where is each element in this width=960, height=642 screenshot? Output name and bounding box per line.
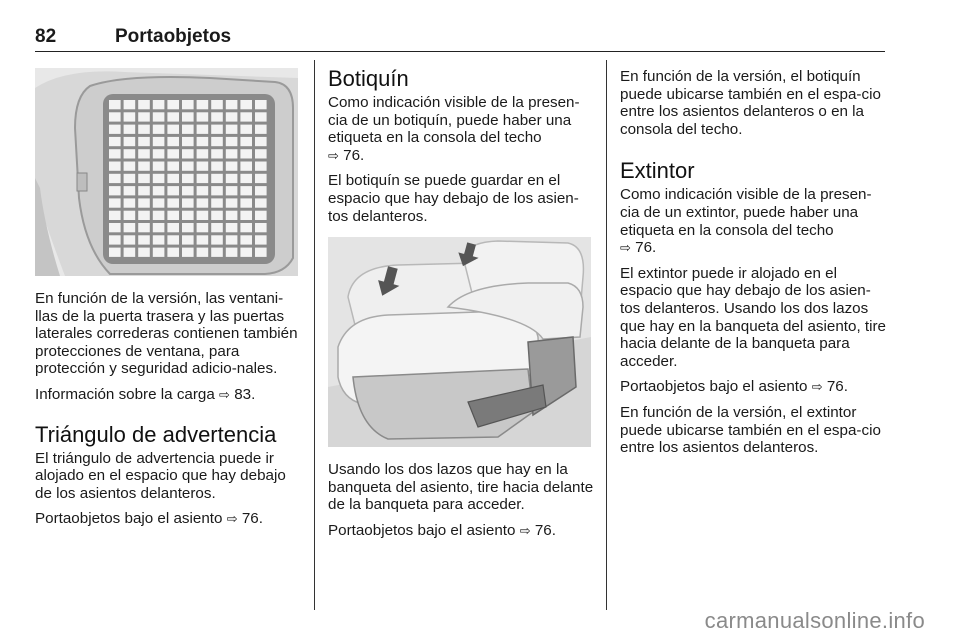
- left-p2-ref-number: 83.: [234, 385, 256, 403]
- grille-cell: [182, 162, 194, 171]
- grille-cell: [167, 248, 179, 257]
- left-paragraph-1: En función de la versión, las ventani-llas de la puerta trasera y las puertas laterales correderas contienen también protecciones de ventana, para protección y seguridad adicio-nales.: [35, 290, 298, 378]
- grille-cell: [226, 162, 238, 171]
- left-p4-ref[interactable]: [227, 510, 263, 527]
- grille-cell: [124, 235, 136, 244]
- grille-cell: [211, 112, 223, 121]
- grille-cell: [153, 174, 165, 183]
- grille-cell: [197, 137, 209, 146]
- grille-cell: [182, 137, 194, 146]
- grille-cell: [167, 186, 179, 195]
- grille-cell: [153, 149, 165, 158]
- grille-cell: [240, 248, 252, 257]
- grille-cell: [197, 125, 209, 134]
- right-paragraph-3: El extintor puede ir alojado en el espacio que hay debajo de los asien-tos delanteros. Usando los dos lazos que hay en la banqueta del asiento, tire hacia delante de la banqueta para acceder.: [620, 264, 886, 370]
- grille-cell: [138, 100, 150, 109]
- grille-cell: [109, 235, 121, 244]
- grille-cell: [226, 149, 238, 158]
- grille-cell: [255, 149, 267, 158]
- reference-arrow-icon: ⇨: [328, 147, 339, 163]
- grille-cell: [211, 223, 223, 232]
- grille-cell: [240, 235, 252, 244]
- grille-cell: [124, 198, 136, 207]
- grille-cell: [109, 223, 121, 232]
- page-header: [35, 26, 885, 52]
- right-paragraph-2: [620, 186, 890, 256]
- grille-cell: [255, 125, 267, 134]
- left-p2-text: Información sobre la carga: [35, 385, 215, 403]
- grille-cell: [167, 198, 179, 207]
- seat-storage-illustration: [328, 237, 591, 447]
- grille-cell: [240, 211, 252, 220]
- grille-cell: [167, 112, 179, 121]
- grille-cell: [197, 235, 209, 244]
- left-p2-ref[interactable]: [219, 386, 255, 403]
- grille-cell: [138, 186, 150, 195]
- grille-cell: [255, 223, 267, 232]
- grille-cell: [226, 112, 238, 121]
- grille-cell: [240, 174, 252, 183]
- grille-cell: [255, 162, 267, 171]
- grille-cell: [240, 162, 252, 171]
- grille-cell: [182, 174, 194, 183]
- grille-cell: [124, 149, 136, 158]
- left-paragraph-2: [35, 386, 303, 404]
- grille-cell: [226, 174, 238, 183]
- grille-cell: [255, 137, 267, 146]
- grille-cell: [109, 174, 121, 183]
- grille-cell: [255, 211, 267, 220]
- grille-cell: [138, 137, 150, 146]
- grille-cell: [109, 125, 121, 134]
- grille-cell: [138, 235, 150, 244]
- grille-cell: [211, 137, 223, 146]
- grille-cell: [211, 211, 223, 220]
- middle-paragraph-4: [328, 522, 596, 540]
- left-paragraph-3: El triángulo de advertencia puede ir alojado en el espacio que hay debajo de los asientos delanteros.: [35, 449, 286, 502]
- grille-cell: [182, 198, 194, 207]
- grille-cell: [124, 211, 136, 220]
- grille-cell: [255, 248, 267, 257]
- middle-paragraph-2: El botiquín se puede guardar en el espacio que hay debajo de los asien-tos delanteros.: [328, 172, 579, 225]
- grille-cell: [138, 149, 150, 158]
- grille-cell: [167, 100, 179, 109]
- grille-cell: [182, 235, 194, 244]
- right-p4-ref-number: 76.: [826, 378, 848, 396]
- grille-cell: [153, 198, 165, 207]
- grille-cell: [197, 248, 209, 257]
- left-p4-text: Portaobjetos bajo el asiento: [35, 510, 223, 528]
- grille-cell: [109, 112, 121, 121]
- grille-cell: [182, 100, 194, 109]
- grille-cell: [211, 235, 223, 244]
- grille-cell: [153, 162, 165, 171]
- grille-cell: [211, 162, 223, 171]
- grille-cell: [211, 100, 223, 109]
- grille-cell: [167, 149, 179, 158]
- grille-cell: [197, 223, 209, 232]
- grille-cell: [240, 223, 252, 232]
- grille-cell: [197, 186, 209, 195]
- grille-cell: [211, 125, 223, 134]
- left-column: [35, 68, 303, 536]
- watermark: carmanualsonline.info: [704, 608, 925, 633]
- grille-cell: [197, 100, 209, 109]
- middle-paragraph-3: Usando los dos lazos que hay en la banqueta del asiento, tire hacia delante de la banqueta para acceder.: [328, 461, 594, 514]
- grille-cell: [138, 112, 150, 121]
- grille-cell: [182, 186, 194, 195]
- grille-cell: [240, 198, 252, 207]
- grille-cell: [138, 162, 150, 171]
- right-p2-text: Como indicación visible de la presen-cia de un extintor, puede haber una etiqueta en la consola del techo: [620, 186, 872, 239]
- grille-cell: [124, 125, 136, 134]
- grille-cell: [153, 112, 165, 121]
- grille-cell: [138, 248, 150, 257]
- grille-cell: [153, 125, 165, 134]
- middle-p1-ref[interactable]: [328, 147, 364, 164]
- grille-cell: [197, 112, 209, 121]
- grille-cell: [197, 149, 209, 158]
- grille-cell: [109, 162, 121, 171]
- grille-cell: [124, 174, 136, 183]
- grille-cell: [167, 223, 179, 232]
- grille-cell: [109, 198, 121, 207]
- grille-cell: [240, 112, 252, 121]
- right-p2-ref[interactable]: [620, 239, 656, 256]
- grille-cell: [138, 174, 150, 183]
- reference-arrow-icon: ⇨: [226, 511, 238, 527]
- grille-cell: [226, 137, 238, 146]
- grille-cell: [153, 235, 165, 244]
- grille-cell: [124, 162, 136, 171]
- grille-cell: [138, 198, 150, 207]
- heading-botiquin: Botiquín: [328, 66, 409, 91]
- grille-cell: [153, 137, 165, 146]
- header-rule: [35, 51, 885, 52]
- grille-cell: [109, 149, 121, 158]
- grille-cell: [167, 174, 179, 183]
- right-paragraph-4: [620, 378, 890, 396]
- grille-cell: [109, 186, 121, 195]
- grille-cell: [167, 162, 179, 171]
- left-p4-ref-number: 76.: [241, 510, 263, 528]
- grille-cell: [109, 248, 121, 257]
- right-p4-ref[interactable]: [812, 378, 848, 395]
- middle-p4-ref-number: 76.: [534, 521, 556, 539]
- grille-cell: [240, 100, 252, 109]
- reference-arrow-icon: ⇨: [620, 240, 631, 256]
- grille-cell: [109, 137, 121, 146]
- grille-cell: [211, 149, 223, 158]
- grille-cell: [124, 100, 136, 109]
- grille-cell: [153, 186, 165, 195]
- grille-cell: [197, 174, 209, 183]
- grille-cell: [240, 137, 252, 146]
- grille-cell: [197, 198, 209, 207]
- grille-cell: [124, 137, 136, 146]
- grille-cell: [226, 186, 238, 195]
- column-divider-left: [314, 60, 315, 610]
- grille-cell: [167, 137, 179, 146]
- grille-cell: [226, 248, 238, 257]
- grille-cell: [109, 211, 121, 220]
- grille-cell: [138, 223, 150, 232]
- grille-cell: [240, 186, 252, 195]
- grille-cell: [211, 186, 223, 195]
- middle-paragraph-1: [328, 94, 596, 164]
- grille-cell: [182, 149, 194, 158]
- window-grille-illustration: [35, 68, 298, 276]
- grille-cell: [124, 223, 136, 232]
- grille-cell: [124, 248, 136, 257]
- grille-cell: [226, 235, 238, 244]
- middle-p1-text: Como indicación visible de la presen-cia de un botiquín, puede haber una etiqueta en la consola del techo: [328, 94, 580, 147]
- heading-triangulo: Triángulo de advertencia: [35, 421, 277, 447]
- grille-cell: [255, 112, 267, 121]
- grille-cell: [138, 211, 150, 220]
- grille-cell: [124, 186, 136, 195]
- grille-cell: [255, 100, 267, 109]
- grille-cell: [211, 174, 223, 183]
- reference-arrow-icon: ⇨: [519, 522, 531, 538]
- grille-cell: [226, 223, 238, 232]
- grille-cell: [109, 100, 121, 109]
- reference-arrow-icon: ⇨: [811, 379, 823, 395]
- grille-cell: [226, 211, 238, 220]
- grille-cell: [167, 211, 179, 220]
- right-p4-text: Portaobjetos bajo el asiento: [620, 378, 808, 396]
- right-paragraph-1: En función de la versión, el botiquín puede ubicarse también en el espa-cio entre los asientos delanteros o en la consola del techo.: [620, 68, 881, 138]
- grille-cell: [138, 125, 150, 134]
- middle-p1-ref-number: 76.: [343, 146, 365, 164]
- grille-cell: [211, 198, 223, 207]
- middle-p4-text: Portaobjetos bajo el asiento: [328, 521, 516, 539]
- grille-cell: [226, 125, 238, 134]
- right-p2-ref-number: 76.: [635, 239, 657, 257]
- left-paragraph-4: [35, 510, 303, 528]
- grille-cell: [255, 198, 267, 207]
- grille-cell: [240, 149, 252, 158]
- grille-cell: [197, 162, 209, 171]
- right-column: [620, 68, 890, 465]
- grille-cell: [153, 223, 165, 232]
- middle-p4-ref[interactable]: [520, 522, 556, 539]
- grille-cell: [197, 211, 209, 220]
- grille-cell: [153, 100, 165, 109]
- grille-cell: [182, 211, 194, 220]
- column-divider-right: [606, 60, 607, 610]
- page-title: Portaobjetos: [115, 26, 232, 47]
- page-number: 82: [35, 26, 57, 47]
- right-paragraph-5: En función de la versión, el extintor puede ubicarse también en el espa-cio entre los asientos delanteros.: [620, 403, 881, 457]
- grille-cell: [211, 248, 223, 257]
- grille-cell: [255, 235, 267, 244]
- grille-cell: [226, 198, 238, 207]
- middle-column: [328, 66, 596, 548]
- heading-extintor: Extintor: [620, 158, 695, 184]
- grille-cell: [167, 125, 179, 134]
- grille-cell: [182, 125, 194, 134]
- grille-cell: [226, 100, 238, 109]
- grille-cell: [240, 125, 252, 134]
- grille-cell: [255, 174, 267, 183]
- grille-cell: [153, 248, 165, 257]
- grille-cell: [255, 186, 267, 195]
- grille-cell: [182, 223, 194, 232]
- grille-cell: [124, 112, 136, 121]
- grille-cell: [182, 112, 194, 121]
- grille-cell: [167, 235, 179, 244]
- grille-cell: [153, 211, 165, 220]
- grille-cell: [182, 248, 194, 257]
- reference-arrow-icon: ⇨: [219, 386, 230, 402]
